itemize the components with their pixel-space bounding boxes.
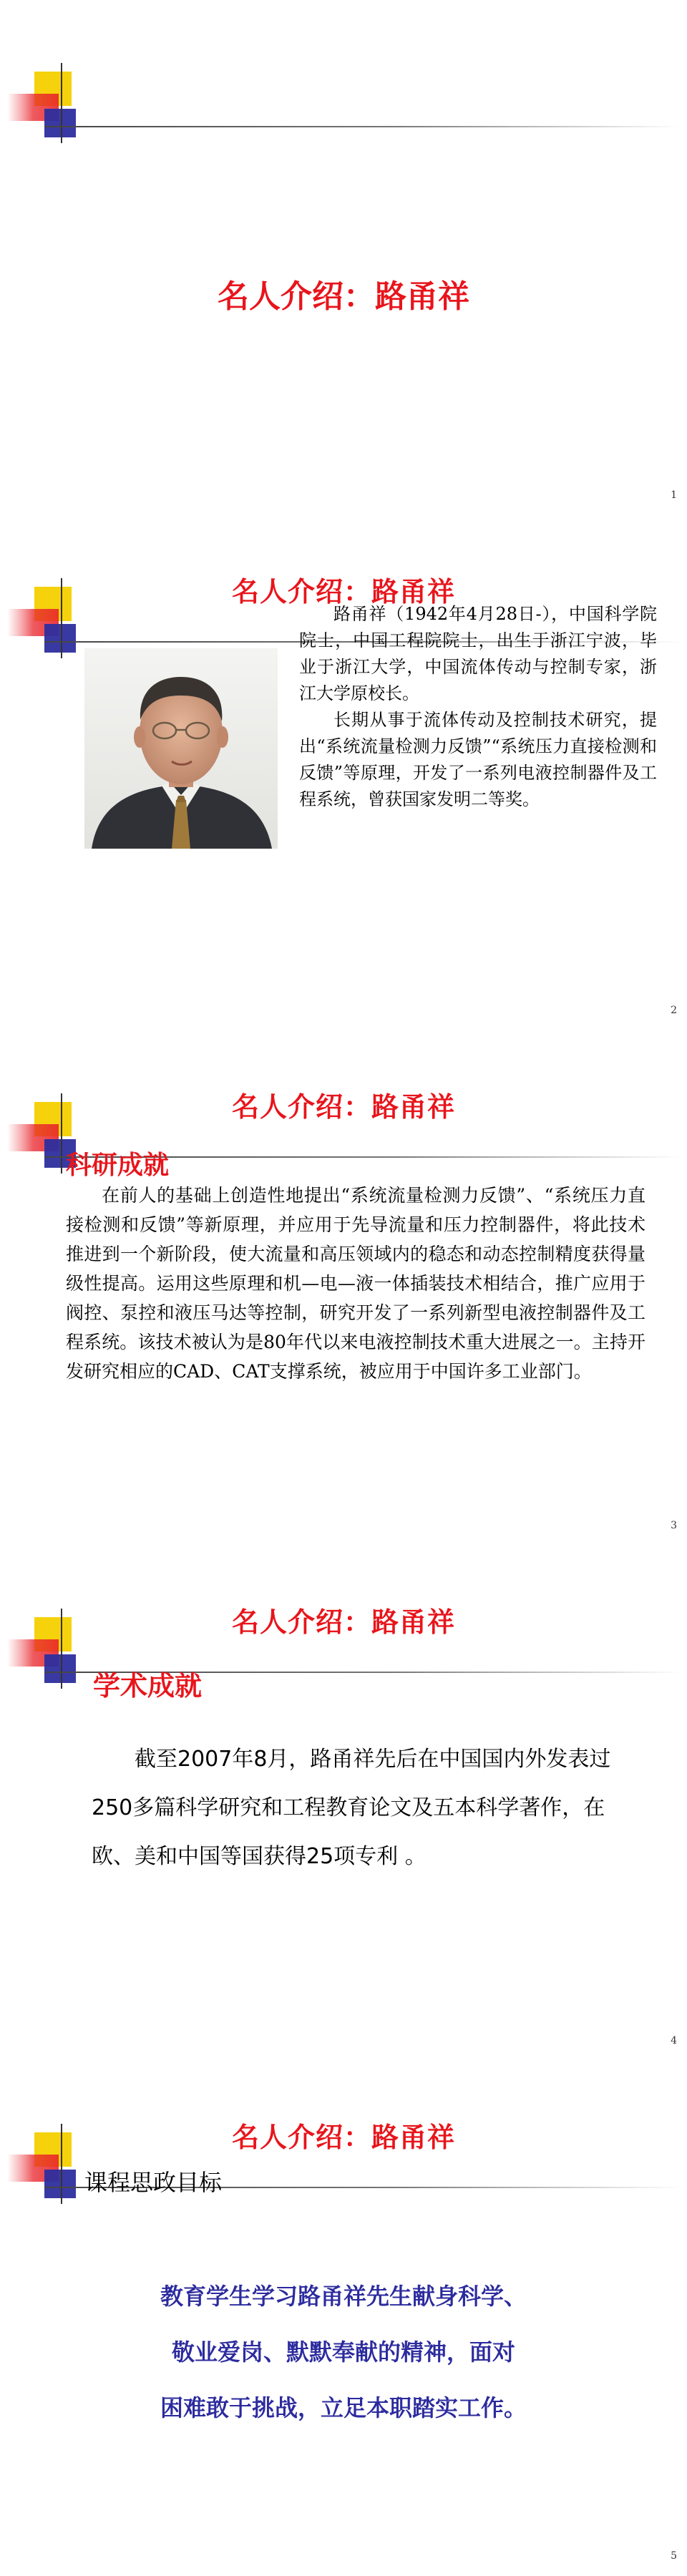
section-heading: 课程思政目标 [84,2169,223,2196]
slide-title: 名人介绍：路甬祥 [218,278,469,315]
section-heading: 学术成就 [93,1670,203,1702]
bio-paragraph: 路甬祥（1942年4月28日-），中国科学院院士，中国工程院院士，出生于浙江宁波，毕业于浙江大学，中国流体传动与控制专家，浙江大学原校长。 [299,604,657,703]
slide-4 [0,1546,687,2061]
goal-line: 教育学生学习路甬祥先生献身科学、 [160,2283,527,2310]
research-text [66,1181,645,1386]
slide-5 [0,2061,687,2576]
slide-3 [0,1030,687,1546]
biography [299,601,657,813]
slide-1 [0,0,687,515]
research-paragraph: 在前人的基础上创造性地提出“系统流量检测力反馈”、“系统压力直接检测和反馈”等新原理，并应用于先导流量和压力控制器件，将此技术推进到一个新阶段，使大流量和高压领域内的稳态和动态控制精度获得量级性提高。运用这些原理和机—电—液一体插装技术相结合，推广应用于阀控、泵控和液压马达等控制，研究开发了一系列新型电液控制器件及工程系统。该技术被认为是80年代以来电液控制技术重大进展之一。主持开发研究相应的CAD、CAT支撑系统，被应用于中国许多工业部门。 [66,1185,645,1382]
page-number: 5 [671,2550,677,2562]
slide-title: 名人介绍：路甬祥 [231,2122,455,2153]
section-heading: 科研成就 [66,1151,170,1180]
page-number: 4 [671,2035,677,2046]
page-number: 1 [671,489,677,501]
page-number: 2 [671,1005,677,1016]
goal-line: 困难敢于挑战，立足本职踏实工作。 [160,2394,527,2421]
portrait-photo [84,648,278,849]
bio-paragraph: 长期从事于流体传动及控制技术研究，提出“系统流量检测力反馈”“系统压力直接检测和反馈”等原理，开发了一系列电液控制器件及工程系统，曾获国家发明二等奖。 [299,710,657,809]
slide-2 [0,515,687,1030]
slide-title: 名人介绍：路甬祥 [231,1091,455,1123]
slide-title: 名人介绍：路甬祥 [231,576,455,608]
academic-paragraph: 截至2007年8月，路甬祥先后在中国国内外发表过250多篇科学研究和工程教育论文及五本科学著作，在欧、美和中国等国获得25项专利 。 [92,1747,611,1869]
goal-line: 敬业爱岗、默默奉献的精神，面对 [171,2338,515,2366]
academic-text [92,1735,614,1881]
slide-title: 名人介绍：路甬祥 [231,1606,455,1638]
goal-text [57,2268,630,2436]
page-number: 3 [671,1520,677,1531]
corner-decoration [0,0,687,143]
